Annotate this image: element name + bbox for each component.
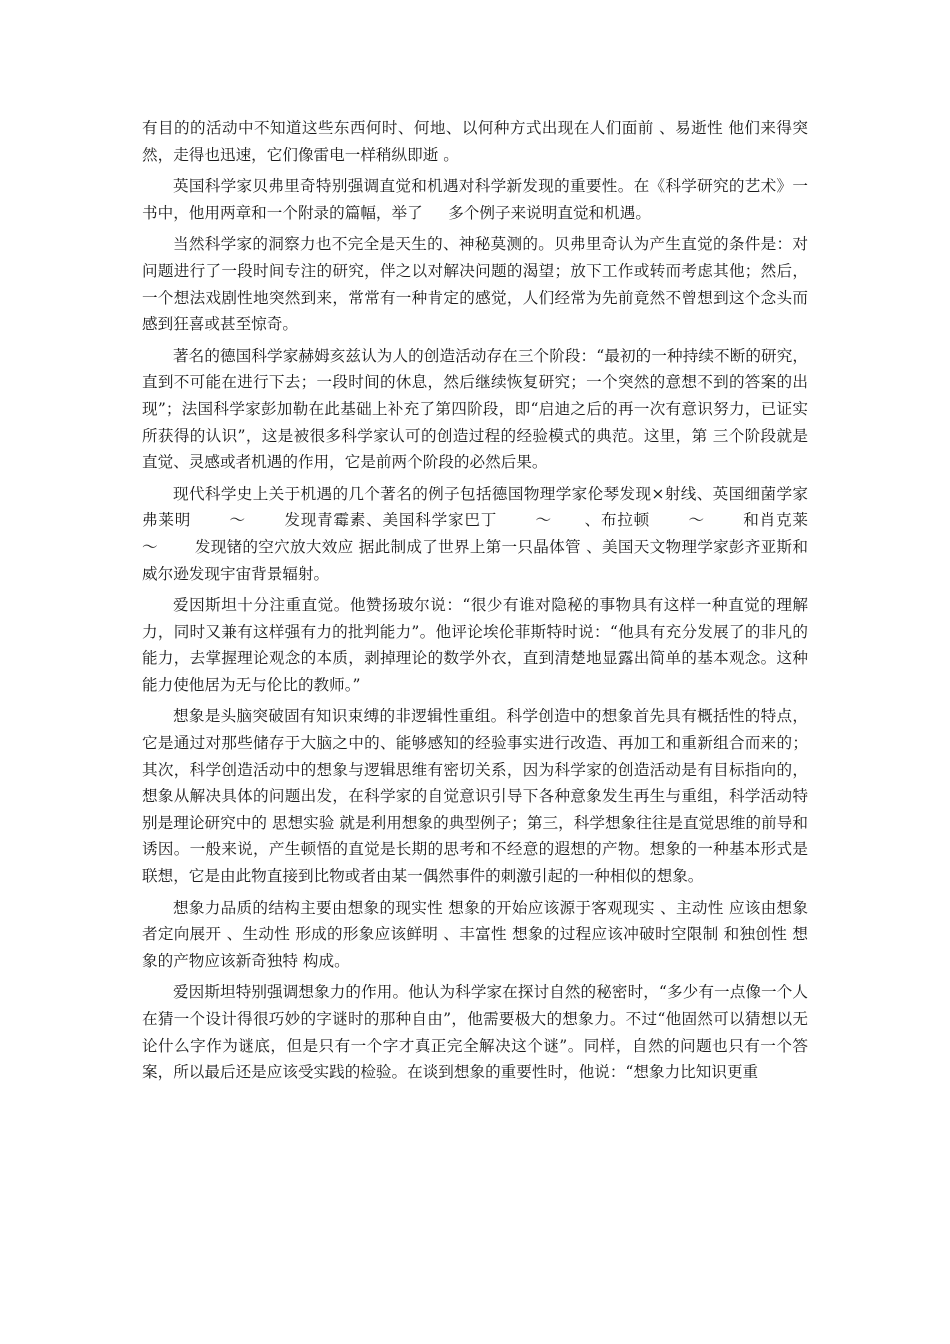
paragraph-1: 有目的的活动中不知道这些东西何时、何地、以何种方式出现在人们面前 、易逝性 他们来得突然，走得也迅速，它们像雷电一样稍纵即逝 。 <box>142 119 808 164</box>
paragraph-7: 想象是头脑突破固有知识束缚的非逻辑性重组。科学创造中的想象首先具有概括性的特点，它是通过对那些储存于大脑之中的、能够感知的经验事实进行改造、再加工和重新组合而来的；其次，科学创造活动中的想象与逻辑思维有密切关系，因为科学家的创造活动是有目标指向的，想象从解决具体的问题出发，在科学家的自觉意识引导下各种意象发生再生与重组，科学活动特别是理论研究中的 思想实验 就是利用想象的典型例子；第三，科学想象往往是直觉思维的前导和诱因。一般来说，产生顿悟的直觉是长期的思考和不经意的遐想的产物。想象的一种基本形式是联想，它是由此物直接到比物或者由某一偶然事件的刺激引起的一种相似的想象。 <box>142 707 808 886</box>
paragraph-3: 当然科学家的洞察力也不完全是天生的、神秘莫测的。贝弗里奇认为产生直觉的条件是：对问题进行了一段时间专注的研究，伴之以对解决问题的渴望；放下工作或转而考虑其他；然后，一个想法戏剧性地突然到来，常常有一种肯定的感觉，人们经常为先前竟然不曾想到这个念头而感到狂喜或甚至惊奇。 <box>142 235 808 334</box>
paragraph-4: 著名的德国科学家赫姆亥兹认为人的创造活动存在三个阶段：“最初的一种持续不断的研究，直到不可能在进行下去；一段时间的休息，然后继续恢复研究；一个突然的意想不到的答案的出现”；法国科学家彭加勒在此基础上补充了第四阶段，即“启迪之后的再一次有意识努力，已证实所获得的认识”，这是被很多科学家认可的创造过程的经验模式的典范。这里，第 三个阶段就是直觉、灵感或者机遇的作用，它是前两个阶段的必然后果。 <box>142 346 808 472</box>
paragraph-8: 想象力品质的结构主要由想象的现实性 想象的开始应该源于客观现实 、主动性 应该由想象者定向展开 、生动性 形成的形象应该鲜明 、丰富性 想象的过程应该冲破时空限制 和独创性 想象的产物应该新奇独特 构成。 <box>142 898 808 970</box>
paragraph-5: 现代科学史上关于机遇的几个著名的例子包括德国物理学家伦琴发现×射线、英国细菌学家弗莱明 ～ 发现青霉素、美国科学家巴丁 ～ 、布拉顿 ～ 和肖克莱 ～ 发现锗的空穴放大效应 据此制成了世界上第一只晶体管 、美国天文物理学家彭齐亚斯和威尔逊发现宇宙背景辐射。 <box>142 484 840 583</box>
paragraph-6: 爱因斯坦十分注重直觉。他赞扬玻尔说：“很少有谁对隐秘的事物具有这样一种直觉的理解力，同时又兼有这样强有力的批判能力”。他评论埃伦菲斯特时说：“他具有充分发展了的非凡的能力，去掌握理论观念的本质，剥掉理论的数学外衣，直到清楚地显露出简单的基本观念。这种能力使他居为无与伦比的教师。” <box>142 596 808 694</box>
document-page <box>142 115 840 1091</box>
paragraph-2: 英国科学家贝弗里奇特别强调直觉和机遇对科学新发现的重要性。在《科学研究的艺术》一书中，他用两章和一个附录的篇幅，举了 多个例子来说明直觉和机遇。 <box>142 177 808 222</box>
paragraph-9: 爱因斯坦特别强调想象力的作用。他认为科学家在探讨自然的秘密时，“多少有一点像一个人在猜一个设计得很巧妙的字谜时的那种自由”，他需要极大的想象力。不过“他固然可以猜想以无论什么字作为谜底，但是只有一个字才真正完全解决这个谜”。同样，自然的问题也只有一个答案，所以最后还是应该受实践的检验。在谈到想象的重要性时，他说：“想象力比知识更重 <box>142 983 808 1082</box>
